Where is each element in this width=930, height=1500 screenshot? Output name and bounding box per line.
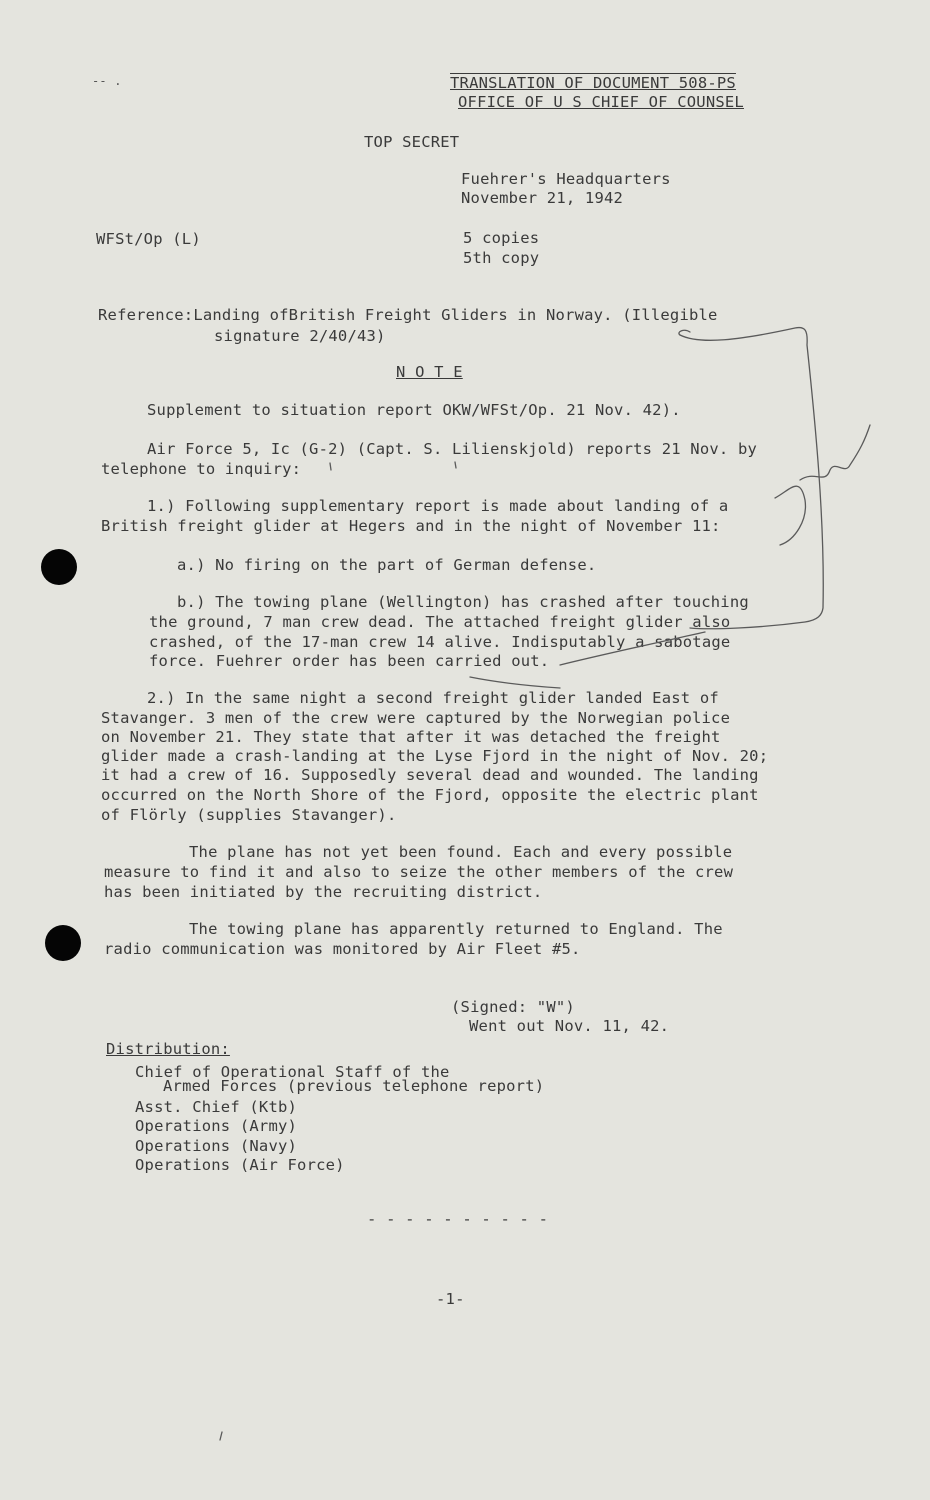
item1-line-1: 1.) Following supplementary report is made about landing of a	[147, 497, 729, 515]
item2-line-4: glider made a crash-landing at the Lyse Fjord in the night of Nov. 20;	[101, 747, 769, 765]
item2-line-7: of Flörly (supplies Stavanger).	[101, 806, 397, 824]
item2-line-1: 2.) In the same night a second freight glider landed East of	[147, 689, 719, 707]
item2-line-3: on November 21. They state that after it was detached the freight	[101, 728, 721, 746]
tick-mark-2	[455, 462, 456, 468]
underline-stroke-2	[470, 677, 560, 688]
translation-header: TRANSLATION OF DOCUMENT 508-PS	[450, 74, 736, 92]
classification: TOP SECRET	[364, 133, 460, 151]
distribution-item-6: Operations (Air Force)	[135, 1156, 345, 1174]
report-intro-line-2: telephone to inquiry:	[101, 460, 302, 478]
distribution-item-4: Operations (Army)	[135, 1117, 298, 1135]
tick-mark	[330, 463, 331, 470]
plane-para-line-1: The plane has not yet been found. Each and every possible	[189, 843, 733, 861]
file-reference: WFSt/Op (L)	[96, 230, 201, 248]
signature-sent: Went out Nov. 11, 42.	[469, 1017, 670, 1035]
origin-place: Fuehrer's Headquarters	[461, 170, 671, 188]
item1a-line: a.) No firing on the part of German defense.	[177, 556, 597, 574]
divider: - - - - - - - - - -	[367, 1210, 549, 1228]
supplement-line: Supplement to situation report OKW/WFSt/Op. 21 Nov. 42).	[147, 401, 681, 419]
signature-signed: (Signed: "W")	[451, 998, 575, 1016]
item1b-line-4: force. Fuehrer order has been carried out.	[149, 652, 550, 670]
distribution-label: Distribution:	[106, 1040, 230, 1058]
note-heading: N O T E	[396, 363, 463, 381]
reference-line-2: signature 2/40/43)	[214, 327, 386, 345]
item1b-line-3: crashed, of the 17-man crew 14 alive. Indisputably a sabotage	[149, 633, 731, 651]
copy-number: 5th copy	[463, 249, 540, 267]
item1b-line-2: the ground, 7 man crew dead. The attached freight glider also	[149, 613, 731, 631]
underline-stroke	[560, 632, 705, 665]
plane-para-line-3: has been initiated by the recruiting district.	[104, 883, 543, 901]
distribution-item-5: Operations (Navy)	[135, 1137, 298, 1155]
page-number: -1-	[436, 1290, 465, 1308]
item2-line-5: it had a crew of 16. Supposedly several dead and wounded. The landing	[101, 766, 759, 784]
stray-mark	[220, 1432, 222, 1440]
distribution-item-2: Armed Forces (previous telephone report)	[163, 1077, 545, 1095]
item2-line-6: occurred on the North Shore of the Fjord, opposite the electric plant	[101, 786, 759, 804]
bracket-mark	[680, 328, 823, 629]
plane-para-line-2: measure to find it and also to seize the other members of the crew	[104, 863, 734, 881]
item1-line-2: British freight glider at Hegers and in the night of November 11:	[101, 517, 721, 535]
distribution-item-3: Asst. Chief (Ktb)	[135, 1098, 298, 1116]
item1b-line-1: b.) The towing plane (Wellington) has crashed after touching	[177, 593, 749, 611]
copies-count: 5 copies	[463, 229, 540, 247]
origin-date: November 21, 1942	[461, 189, 624, 207]
report-intro-line-1: Air Force 5, Ic (G-2) (Capt. S. Lilienskjold) reports 21 Nov. by	[147, 440, 758, 458]
distribution-item-1: Chief of Operational Staff of the	[135, 1063, 450, 1081]
reference-line-1: Reference:Landing ofBritish Freight Gliders in Norway. (Illegible	[98, 306, 718, 324]
office-header: OFFICE OF U S CHIEF OF COUNSEL	[458, 93, 744, 111]
corner-mark: -- .	[92, 74, 122, 88]
towing-para-line-1: The towing plane has apparently returned to England. The	[189, 920, 723, 938]
towing-para-line-2: radio communication was monitored by Air Fleet #5.	[104, 940, 581, 958]
hook-mark	[679, 330, 690, 335]
item2-line-2: Stavanger. 3 men of the crew were captured by the Norwegian police	[101, 709, 731, 727]
